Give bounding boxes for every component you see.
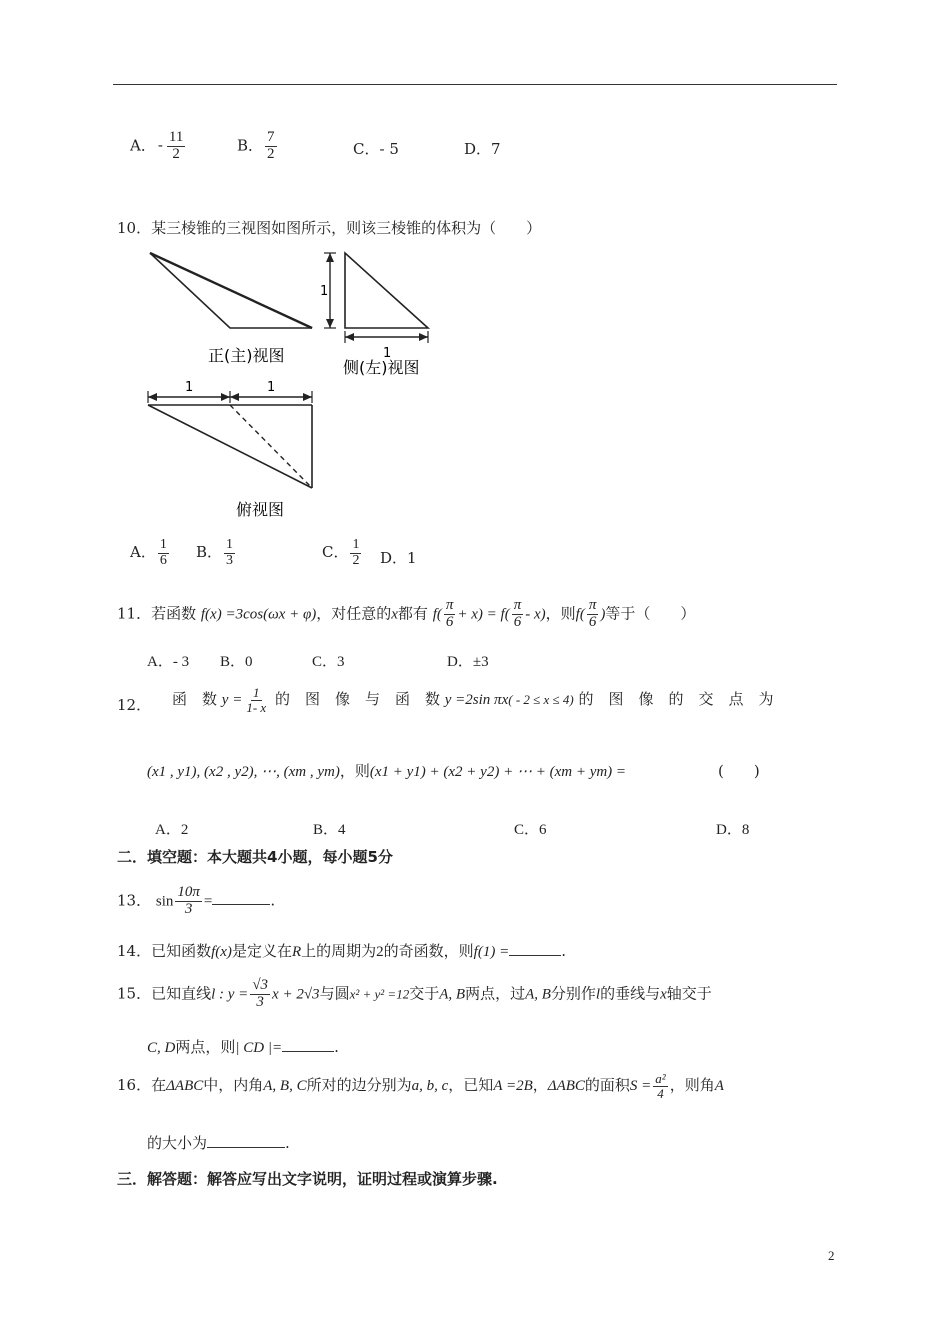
q12-option-c: C．6 [514,822,547,838]
three-view-figure [140,245,460,525]
dim-side-vertical: 1 [320,284,329,299]
q12-option-b: B．4 [313,822,346,838]
q12-stem-line1: 函 数 y = $\frac{1}{1- x}$ 的 图 像 与 函 数 y =2sin πx( - 2 ≤ x ≤ 4) 的 图 像 的 交 点 为 [172,685,774,715]
q9-option-c: C．- 5 [353,140,399,158]
header-rule [113,84,837,85]
section-2-heading: 二．填空题：本大题共4小题，每小题5分 [117,848,393,866]
dim-top-left: 1 [185,380,194,395]
q16-answer-blank [207,1135,285,1148]
top-view-label: 俯视图 [236,500,285,519]
page-number: 2 [828,1248,835,1263]
q12-stem-line2: (x1 , y1), (x2 , y2), ⋯, (xm , ym)，则(x1 + y1) + (x2 + y2) + ⋯ + (xm + ym) = [147,762,627,780]
q11-option-c: C．3 [312,654,345,670]
dim-top-right: 1 [267,380,276,395]
q12-number: 12． [117,696,152,714]
side-view-drawing [324,253,428,343]
q13-answer-blank [212,892,270,905]
q9-option-d: D．7 [464,140,501,158]
q9-option-a: A． - $\frac{11}{2}$ [130,129,184,162]
q11-stem: 11．若函数 f(x) =3cos(ωx + φ)，对任意的x都有 f( $\frac{\pi}{6}$ + x) = f( $\frac{\pi}{6}$ - x)，则f( $\frac{\pi}{6}$ )等于（ ） [117,597,696,630]
q11-option-a: A．- 3 [147,654,190,670]
q12-option-a: A．2 [155,822,189,838]
front-view-drawing [150,253,312,328]
q11-option-d: D．±3 [447,654,489,670]
q11-option-b: B．0 [220,654,253,670]
q10-option-b: B． $\frac{1}{3}$ [196,537,234,568]
side-view-label: 侧(左)视图 [343,358,420,377]
q14-stem: 14．已知函数f(x)是定义在R上的周期为2的奇函数，则f(1) = . [117,942,566,960]
q15-stem-line1: 15．已知直线l : y = $\frac{√3}{3}$ x + 2√3与圆x² + y² =12交于A, B两点，过A, B分别作l的垂线与x轴交于 [117,977,712,1010]
q10-option-a: A． $\frac{1}{6}$ [130,537,167,568]
dim-side-horizontal: 1 [383,346,392,361]
top-view-drawing [148,391,312,488]
q15-answer-blank [282,1039,334,1052]
q9-option-b: B． $\frac{7}{2}$ [237,129,275,162]
q10-stem: 10．某三棱锥的三视图如图所示，则该三棱锥的体积为（ ） [117,219,542,237]
q12-option-d: D．8 [716,822,750,838]
q16-stem-line2: 的大小为 . [147,1134,290,1152]
front-view-label: 正(主)视图 [208,346,285,365]
q16-stem-line1: 16．在ΔABC中，内角A, B, C所对的边分别为a, b, c，已知A =2B，ΔABC的面积S = $\frac{\text{a²}}{4}$ ，则角A [117,1071,724,1101]
q15-stem-line2: C, D两点，则| CD |= . [147,1038,339,1056]
q14-answer-blank [509,943,561,956]
q12-answer-paren: ( ) [718,762,760,780]
section-3-heading: 三．解答题：解答应写出文字说明，证明过程或演算步骤. [117,1170,498,1188]
q13-stem: 13． sin $\frac{10\pi}{3}$ = . [117,884,276,917]
q10-option-d: D．1 [380,549,417,567]
q10-option-c: C． $\frac{1}{2}$ [322,537,360,568]
